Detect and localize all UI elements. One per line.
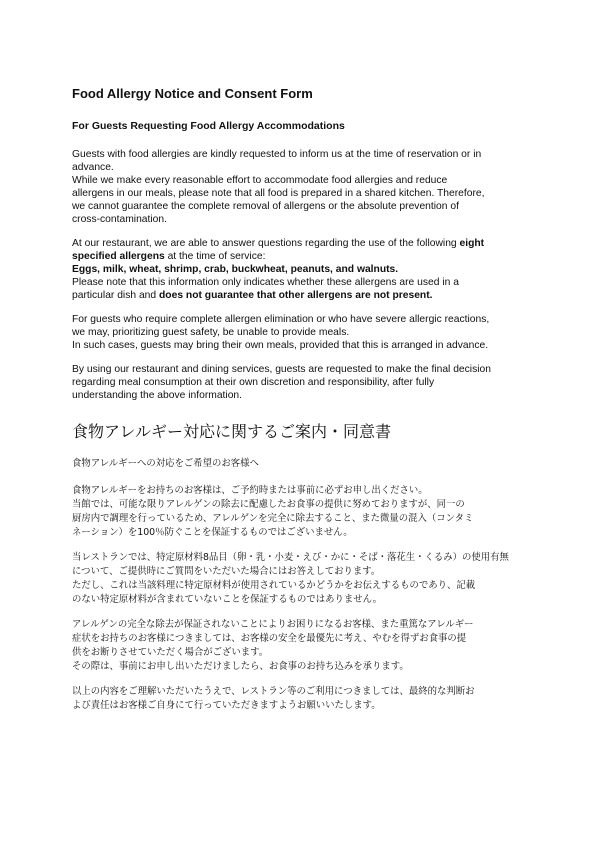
text-line <box>72 263 532 276</box>
japanese-title: 食物アレルギー対応に関するご案内・同意書 <box>72 422 391 441</box>
text-line: While we make every reasonable effort to accommodate food allergies and reduce <box>72 175 448 186</box>
text-run: at the time of service: <box>164 251 266 262</box>
text-line: 当館では、可能な限りアレルゲンの除去に配慮したお食事の提供に努めておりますが、同一の <box>72 499 465 510</box>
text-line: we may, prioritizing guest safety, be unable to provide meals. <box>72 327 350 338</box>
text-line: 以上の内容をご理解いただいたうえで、レストラン等のご利用につきましては、最終的な判断お <box>72 686 475 697</box>
english-paragraph-3 <box>72 313 532 352</box>
text-line: allergens in our meals, please note that all food is prepared in a shared kitchen. Therefore, <box>72 188 485 199</box>
text-line: By using our restaurant and dining services, guests are requested to make the final decision <box>72 364 491 375</box>
text-line: よび責任はお客様ご自身にて行っていただきますようお願いいたします。 <box>72 700 381 711</box>
text-line: regarding meal consumption at their own discretion and responsibility, after fully <box>72 377 435 388</box>
text-line: In such cases, guests may bring their own meals, provided that this is arranged in advance. <box>72 340 489 351</box>
japanese-subtitle: 食物アレルギーへの対応をご希望のお客様へ <box>72 458 259 469</box>
text-line <box>72 237 532 250</box>
japanese-paragraph-4 <box>72 685 532 713</box>
text-line: ただし、これは当該料理に特定原材料が使用されているかどうかをお伝えするものであり、記載 <box>72 580 476 591</box>
text-line: ネーション）を100％防ぐことを保証するものではございません。 <box>72 527 353 538</box>
text-line: 食物アレルギーをお持ちのお客様は、ご予約時または事前に必ずお申し出ください。 <box>72 485 428 496</box>
text-line: cross-contamination. <box>72 214 167 225</box>
english-paragraph-2 <box>72 237 532 302</box>
text-line: understanding the above information. <box>72 390 243 401</box>
text-line: For guests who require complete allergen elimination or who have severe allergic reactions, <box>72 314 490 325</box>
text-line: Please note that this information only indicates whether these allergens are used in a <box>72 277 459 288</box>
english-paragraph-1 <box>72 148 532 226</box>
english-paragraph-4 <box>72 363 532 402</box>
text-line: advance. <box>72 162 114 173</box>
japanese-paragraph-1 <box>72 484 532 540</box>
japanese-paragraph-3 <box>72 618 532 674</box>
bold-text: specified allergens <box>72 251 165 262</box>
text-line: 症状をお持ちのお客様につきましては、お客様の安全を最優先に考え、やむを得ずお食事の提 <box>72 633 467 644</box>
text-line: その際は、事前にお申し出いただけましたら、お食事のお持ち込みを承ります。 <box>72 661 409 672</box>
text-line: 供をお断りさせていただく場合がございます。 <box>72 647 269 658</box>
text-line: we cannot guarantee the complete removal of allergens or the absolute prevention of <box>72 201 459 212</box>
text-line: 当レストランでは、特定原材料8品目（卵・乳・小麦・えび・かに・そば・落花生・くるみ）の使用有無 <box>72 552 509 563</box>
text-run: At our restaurant, we are able to answer questions regarding the use of the following <box>72 238 460 249</box>
japanese-paragraph-2 <box>72 551 532 607</box>
english-title: Food Allergy Notice and Consent Form <box>72 86 313 101</box>
text-run: particular dish and <box>72 290 160 301</box>
text-line <box>72 250 532 263</box>
text-line: Guests with food allergies are kindly requested to inform us at the time of reservation or in <box>72 149 482 160</box>
text-line: について、ご提供時にご質問をいただいた場合にはお答えしております。 <box>72 566 381 577</box>
text-line: アレルゲンの完全な除去が保証されないことによりお困りになるお客様、また重篤なアレルギー <box>72 619 474 630</box>
text-line: のない特定原材料が含まれていないことを保証するものではありません。 <box>72 594 382 605</box>
document-content <box>72 86 532 724</box>
allergen-list: Eggs, milk, wheat, shrimp, crab, buckwheat, peanuts, and walnuts. <box>72 264 399 275</box>
english-subtitle: For Guests Requesting Food Allergy Accommodations <box>72 120 345 132</box>
bold-text: does not guarantee that other allergens are not present. <box>159 290 433 301</box>
text-line <box>72 289 532 302</box>
text-line: 厨房内で調理を行っているため、アレルゲンを完全に除去すること、また微量の混入（コンタミ <box>72 513 474 524</box>
bold-text: eight <box>459 238 485 249</box>
